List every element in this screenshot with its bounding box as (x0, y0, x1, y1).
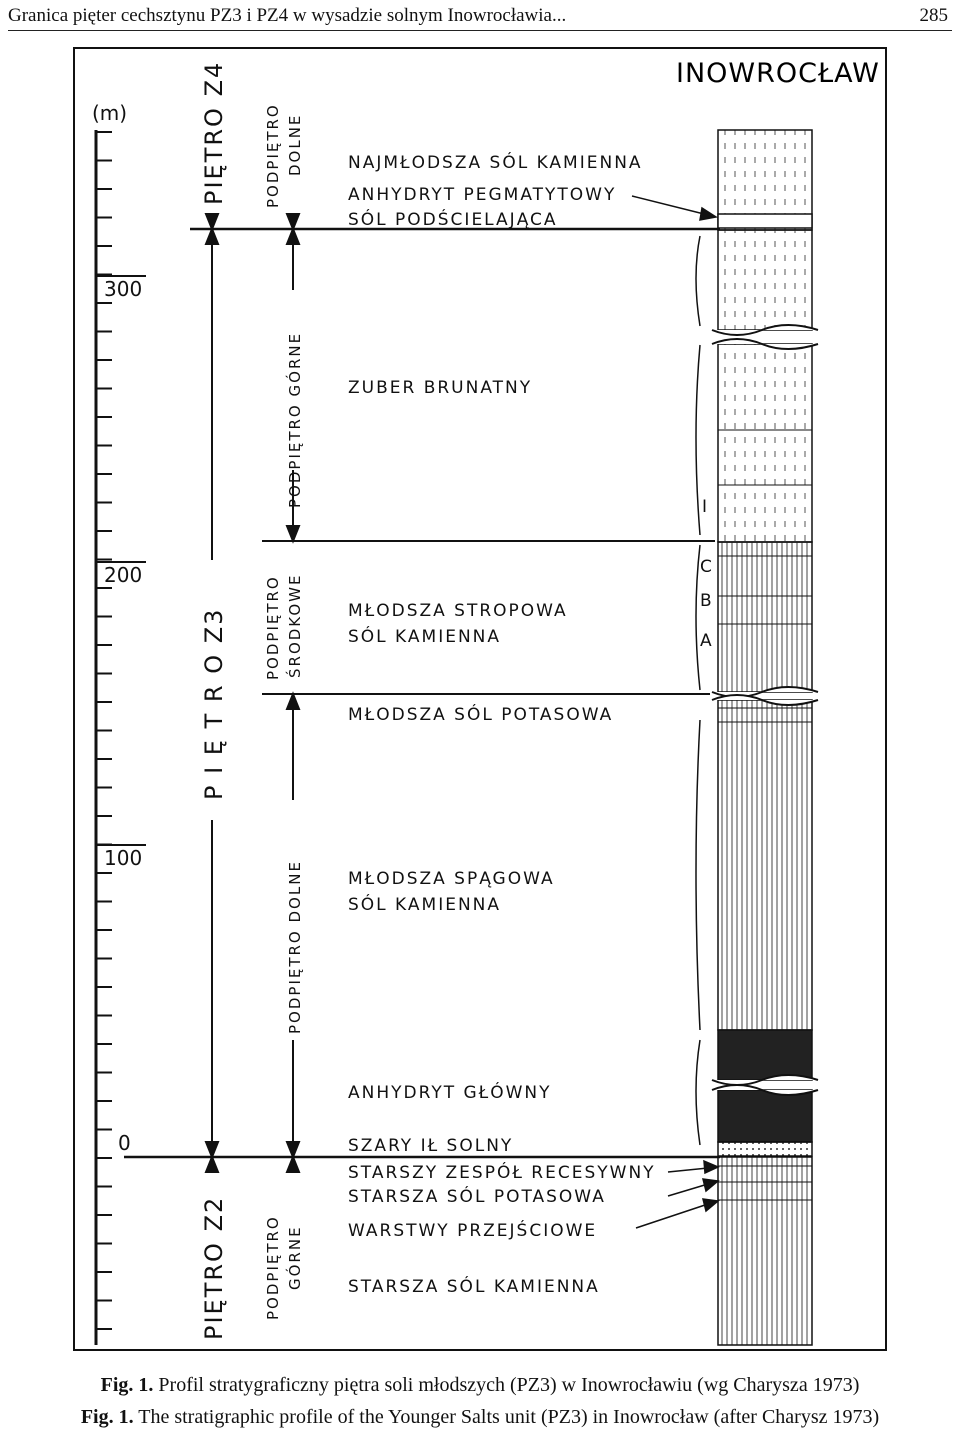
unit-label-starszy-zespol: STARSZY ZESPÓŁ RECESYWNY (348, 1163, 656, 1183)
caption-polish (0, 1374, 960, 1397)
stage-z3-label: P I Ę T R O Z3 (200, 607, 228, 800)
substage-z3-dolne: PODPIĘTRO DOLNE (286, 860, 304, 1034)
unit-label: (m) (92, 101, 128, 125)
column-letter-c: C (700, 557, 714, 577)
leader-arrows (632, 196, 718, 1228)
caption-english (0, 1406, 960, 1429)
depth-ticks (96, 132, 112, 1329)
substage-z3-srodkowe-line1: PODPIĘTRO (264, 575, 282, 680)
lithologic-column (696, 130, 818, 1345)
stage-z2-label: PIĘTRO Z2 (200, 1195, 228, 1340)
substage-z3-srodkowe-line2: ŚRODKOWE (286, 573, 304, 678)
column-zuber-upper (718, 230, 812, 330)
column-zuber-lower (718, 344, 812, 542)
substage-z4-dolne-line1: PODPIĘTRO (264, 103, 282, 208)
column-letter-a: A (700, 631, 714, 651)
substage-z3-gorne: PODPIĘTRO GÓRNE (286, 331, 304, 508)
scale-label-0: 0 (118, 1131, 131, 1155)
locality-title: INOWROCŁAW (676, 58, 880, 89)
unit-label-starsza-kamienna: STARSZA SÓL KAMIENNA (348, 1277, 600, 1297)
unit-label-anhydryt-pegmatytowy: ANHYDRYT PEGMATYTOWY (348, 185, 617, 205)
unit-label-starsza-potasowa: STARSZA SÓL POTASOWA (348, 1187, 606, 1207)
unit-label-najmlodsza: NAJMŁODSZA SÓL KAMIENNA (348, 153, 643, 173)
scale-label-200: 200 (104, 563, 143, 587)
column-spagowa (718, 700, 812, 1030)
scale-label-100: 100 (104, 846, 143, 870)
caption-english-label: Fig. 1. (80, 1406, 134, 1428)
column-letter-b: B (700, 591, 714, 611)
column-stropowa (718, 542, 812, 692)
caption-polish-label: Fig. 1. (100, 1374, 154, 1396)
depth-scale (92, 101, 146, 1345)
unit-label-mlodsza-spagowa: MŁODSZA SPĄGOWA (348, 869, 555, 889)
unit-label-szary-il: SZARY IŁ SOLNY (348, 1136, 514, 1156)
substage-z2-gorne-line2: GÓRNE (286, 1225, 304, 1290)
caption-polish-text: Profil stratygraficzny piętra soli młodszych (PZ3) w Inowrocławiu (wg Charysza 1973) (158, 1374, 860, 1396)
unit-label-sol-podscielajaca: SÓL PODŚCIELAJĄCA (348, 210, 558, 230)
page-number: 285 (919, 5, 948, 26)
unit-label-mlodsza-potasowa: MŁODSZA SÓL POTASOWA (348, 705, 614, 725)
substage-z4-dolne-line2: DOLNE (286, 113, 304, 176)
unit-label-zuber: ZUBER BRUNATNY (348, 378, 533, 398)
column-anhydryt-lower (718, 1090, 812, 1142)
caption-english-text: The stratigraphic profile of the Younger Salts unit (PZ3) in Inowrocław (after Charysz 1973) (138, 1406, 880, 1428)
unit-label-anhydryt-glowny: ANHYDRYT GŁÓWNY (348, 1083, 552, 1103)
column-anhydryt-upper (718, 1030, 812, 1080)
scale-label-300: 300 (104, 277, 143, 301)
column-letter-i: I (702, 497, 710, 517)
substage-z2-gorne-line1: PODPIĘTRO (264, 1215, 282, 1320)
column-z2 (718, 1157, 812, 1345)
stage-z4-label: PIĘTRO Z4 (200, 60, 228, 205)
column-szary-il (718, 1142, 812, 1156)
running-title: Granica pięter cechsztynu PZ3 i PZ4 w wysadzie solnym Inowrocławia... (8, 5, 567, 26)
unit-label-warstwy-przejsciowe: WARSTWY PRZEJŚCIOWE (348, 1221, 598, 1241)
unit-label-sol-kamienna-2: SÓL KAMIENNA (348, 895, 502, 915)
unit-label-sol-kamienna-1: SÓL KAMIENNA (348, 627, 502, 647)
unit-label-mlodsza-stropowa: MŁODSZA STROPOWA (348, 601, 568, 621)
